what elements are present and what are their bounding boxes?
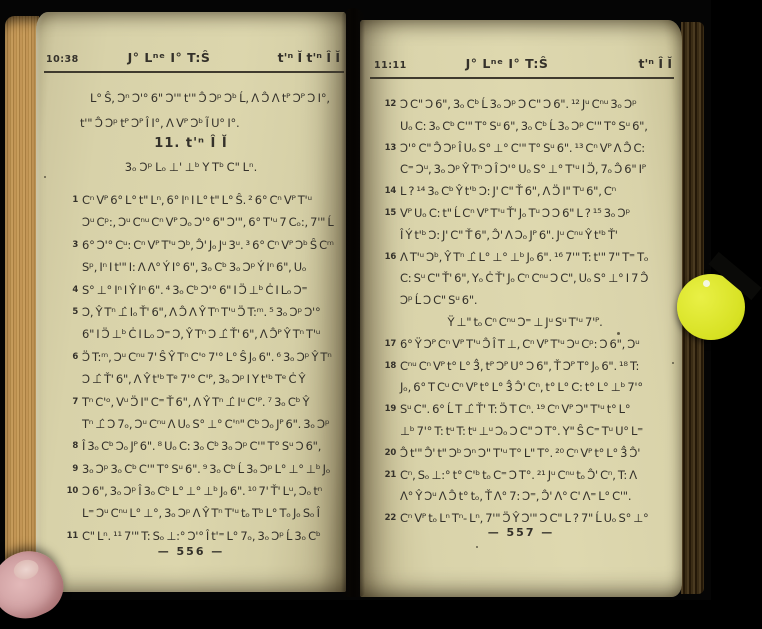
verse-number: 9	[72, 463, 78, 474]
verse-text: Ɔ̈ T:ᵐ, Ɔᵘ Cⁿᵘ 7' Ŝ Ŷ Tⁿ C'ᵒ 7'° L° Ŝ Jₒ 6". ⁶ 3ₒ Ɔᵖ Ŷ Tⁿ	[82, 349, 332, 364]
verse-line	[72, 189, 341, 211]
verse-line	[384, 181, 676, 203]
verse-number: 12	[384, 99, 396, 109]
verse-text: Tⁿ ⊥̂ Ɔ 7ₒ, Ɔᵘ Cⁿᵘ Λ Uₒ S° ⊥° C'ⁿ" Cᵇ Ɔₒ Jᴾ 6". 3ₒ Ɔᵖ	[82, 416, 330, 431]
verse-line	[82, 368, 341, 390]
verse-text: Λ T'ᵘ Ɔᵇ, Ŷ Tⁿ ⊥̂ L° ⊥° ⊥ᵇ Jₒ 6". ¹⁶ 7'" T: t'" 7" T⁼ Tₒ	[400, 249, 649, 264]
verse-text: Ɔ'° C" Ɔ̂ Ɔᵖ Î Uₒ S° ⊥° C'" T° Sᵘ 6". ¹³ Cⁿ Vᴾ Λ Ɔ̂ C:	[400, 140, 645, 155]
verse-line	[400, 486, 676, 508]
verse-number: 8	[72, 441, 78, 452]
header-rule-right	[370, 77, 674, 79]
verse-text: Ɔ C" Ɔ 6", 3ₒ Cᵇ Ĺ 3ₒ Ɔᵖ Ɔ C" Ɔ 6". ¹² Jᵘ Cⁿᵘ 3ₒ Ɔᵖ	[400, 97, 637, 111]
verse-line	[384, 138, 676, 160]
section-heading: 3ₒ Ɔᵖ Lₒ ⊥' ⊥ᵇ Y Tᵇ C" Lⁿ.	[124, 160, 258, 174]
verse-line	[400, 421, 676, 443]
running-title-right-right: t'ⁿ Î Ĭ	[638, 56, 672, 71]
chapter-heading: 11. t'ⁿ Î Ĭ	[154, 136, 228, 151]
verse-line	[72, 458, 341, 480]
verse-text: Ɔ 6", 3ₒ Ɔᵖ Î 3ₒ Cᵇ L° ⊥° ⊥ᵇ Jₒ 6". ¹⁰ 7' Ť' Lᵘ, Ɔₒ tⁿ	[82, 484, 322, 499]
chapter-10-closing-paragraph	[80, 86, 338, 136]
verse-line	[82, 211, 341, 233]
page-number-left: — 556 —	[157, 545, 225, 558]
verse-text: 6° Ɔ'° Cᵘ: Cⁿ Vᴾ T'ᵘ Ɔᵇ, Ɔ̂' Jₒ Jᵘ 3ᵘ. ³ 6° Cⁿ Vᴾ Ɔᵇ Ŝ Cᵐ	[82, 237, 334, 252]
verse-line	[400, 159, 676, 181]
running-title-left: J° Lⁿᵉ I° T:Ŝ	[127, 50, 211, 65]
verse-text: Cⁿᵘ Cⁿ Vᴾ t° L° 3̂, tᴾ Ɔᴾ U° Ɔ 6", Ť Ɔᴾ T° Jₒ 6". ¹⁸ T:	[400, 358, 640, 373]
verse-text-right	[384, 94, 676, 526]
bookmark-tab-sticker	[677, 274, 745, 340]
paper-speck	[476, 546, 478, 548]
verse-line	[384, 334, 676, 356]
left-page	[36, 12, 346, 592]
verse-text: Sᵘ C". 6° Ĺ T ⊥̂ Ť' T: Ɔ̈ T Cⁿ. ¹⁹ Cⁿ Vᴾ Ɔ" T'ᵘ t° L°	[400, 402, 631, 417]
verse-text: Ɔ ⊥̂ Ť' 6", Λ Ŷ t'ᵇ Tᵉ 7'° C'ᴾ, 3ₒ Ɔᵖ I Y t'ᵇ Tᵉ Ċ Ŷ	[82, 372, 306, 387]
verse-text: C⁼ Ɔᵘ, 3ₒ Ɔᵖ Ŷ Tⁿ Ɔ Î Ɔ'° Uₒ S° ⊥° T'ᵘ I Ɔ̈, 7ₒ Ɔ̂ 6" Iᴾ	[400, 162, 646, 177]
verse-line	[400, 290, 676, 312]
verse-text-left	[66, 189, 341, 549]
running-title-left-right: t'ⁿ Ĭ t'ⁿ Î Ĭ	[277, 50, 340, 65]
intro-line: L° Ŝ, Ɔⁿ Ɔ'° 6" Ɔ'" t'" Ɔ̂ Ɔᵖ Ɔᵇ Ĺ, Λ Ɔ̂ Λ tᴾ Ɔᴾ Ɔ I°,	[90, 91, 330, 105]
verse-number: 15	[384, 207, 396, 218]
verse-line	[72, 346, 341, 368]
sticker-mark	[708, 252, 761, 300]
verse-number: 5	[72, 306, 78, 317]
verse-text: C" Lⁿ. ¹¹ 7'" T: Sₒ ⊥:° Ɔ'° Î t'⁼ L° 7ₒ, 3ₒ Ɔᵖ Ĺ 3ₒ Cᵇ	[82, 528, 321, 543]
verse-text: Vᴾ Uₒ C: t" Ĺ Cⁿ Vᴾ T'ᵘ Ť' Jₒ Tᵘ Ɔ Ɔ 6" L ? ¹⁵ 3ₒ Ɔᵖ	[400, 205, 631, 220]
paper-speck	[44, 176, 46, 178]
verse-text: Î 3ₒ Cᵇ Ɔₒ Jᴾ 6". ⁸ Uₒ C: 3ₒ Cᵇ 3ₒ Ɔᵖ C'" T° Sᵘ Ɔ 6",	[82, 439, 322, 454]
verse-number: 4	[72, 284, 78, 295]
verse-number: 18	[384, 360, 396, 371]
verse-text: Uₒ C: 3ₒ Cᵇ C'" T° Sᵘ 6", 3ₒ Cᵇ Ĺ 3ₒ Ɔᵖ C'" T° Sᵘ 6",	[400, 118, 648, 133]
left-page-stack-edge	[5, 16, 39, 594]
verse-line	[400, 268, 676, 290]
right-page	[360, 20, 682, 597]
verse-line	[82, 256, 341, 278]
verse-number: 10	[66, 486, 78, 497]
verse-line	[384, 94, 676, 116]
verse-text: C: Sᵘ C" Ť' 6", Yₒ Ċ Ť' Jₒ Cⁿ Cⁿᵘ Ɔ C", Uₒ S° ⊥° I 7 Ɔ̂	[400, 271, 649, 286]
verse-line	[66, 525, 341, 547]
verse-text: 3ₒ Ɔᵖ 3ₒ Cᵇ C'" T° Sᵘ 6". ⁹ 3ₒ Cᵇ Ĺ 3ₒ Ɔᵖ L° ⊥° ⊥ᵇ Jₒ	[82, 461, 331, 476]
verse-line	[72, 435, 341, 457]
verse-text: Ɔᵖ Ĺ Ɔ C" Sᵘ 6".	[400, 293, 478, 308]
verse-line	[384, 399, 676, 421]
verse-text: Sᵖ, Iⁿ I t'" I: Λ Λ° Ý I° 6", 3ₒ Cᵇ 3ₒ Ɔᵖ Ý Iⁿ 6", Uₒ	[82, 260, 307, 275]
verse-number: 7	[72, 396, 78, 407]
verse-text: Cⁿ Vᴾ tₒ Lⁿ Tⁿ- Lⁿ, 7'" Ɔ̈ Ŷ Ɔ'" Ɔ C" L ? 7" Ĺ Uₒ S° ⊥°	[400, 511, 649, 526]
verse-line	[400, 312, 676, 334]
book-gutter-shadow	[341, 8, 365, 597]
verse-text: Tⁿ C'ᵒ, Vᵘ Ɔ̈ I" C⁼ Ť 6", Λ Ŷ Tⁿ ⊥̂ Iᵘ C'ᴾ. ⁷ 3ₒ Cᵇ Ŷ	[82, 394, 310, 409]
paper-speck	[672, 362, 674, 364]
verse-text: L ? ¹⁴ 3ₒ Cᵇ Ŷ t'ᵇ Ɔ: J' C" Ť 6", Λ Ɔ̈ I" Tᵘ 6", Cⁿ	[400, 184, 616, 199]
verse-line	[384, 356, 676, 378]
verse-reference-right: 11:11	[374, 60, 407, 71]
running-header-right	[374, 56, 672, 71]
verse-text: ⊥ᵇ 7'° T: tᵘ T: tᵘ ⊥ᵘ Ɔₒ Ɔ C" Ɔ T°. Y" Ŝ C⁼ Tᵘ U° L⁼	[400, 423, 643, 438]
verse-number: 16	[384, 251, 396, 262]
verse-reference-left: 10:38	[46, 54, 79, 65]
verse-text: Ɔᵘ Cᵖ:, Ɔᵘ Cⁿᵘ Cⁿ Vᴾ Ɔₒ Ɔ'° 6" Ɔ'", 6° T'ᵘ 7 Cₒ:, 7'" Ĺ	[82, 215, 334, 230]
verse-text: Ɔ, Ŷ Tⁿ ⊥̂ Iₒ Ť' 6", Λ Ɔ̂ Λ Ŷ Tⁿ T'ᵘ Ɔ̈ T:ᵐ. ⁵ 3ₒ Ɔᵖ Ɔ'°	[82, 304, 321, 319]
verse-text: 6° Ÿ Ɔᴾ Cⁿ Vᴾ T'ᵘ Ɔ̂ Î T ⊥, Cⁿ Vᴾ T'ᵘ Ɔᵘ Cᵖ: Ɔ 6", Ɔᵘ	[400, 336, 640, 351]
verse-line	[384, 203, 676, 225]
verse-number: 11	[66, 530, 78, 541]
sticker-highlight	[703, 280, 710, 287]
verse-text: Λ° Ŷ Ɔᵘ Λ Ɔ̂ t° tₒ, Ť Λ° 7: Ɔ⁼, Ɔ̂' Λ° C' Λ⁼ L° C'".	[400, 489, 632, 504]
intro-line: t'" Ɔ̂ Ɔᵖ tᴾ Ɔᴾ Î I°, Λ Vᴾ Ɔᵇ Ĩ U° I°.	[80, 116, 240, 130]
verse-number: 17	[384, 338, 396, 349]
verse-text: L⁼ Ɔᵘ Cⁿᵘ L° ⊥°, 3ₒ Ɔᵖ Λ Ŷ Tⁿ T'ᵘ tₒ Tᵇ L° Tₒ Jₒ Sₒ Î	[82, 506, 320, 521]
verse-text: Jₒ, 6° T Cᵘ Cⁿ Vᴾ t° L° 3̂ Ɔ̂' Cⁿ, t° L° C: t° L° ⊥ᵇ 7'°	[400, 380, 643, 395]
verse-line	[82, 323, 341, 345]
verse-line	[82, 413, 341, 435]
thumbnail	[12, 557, 41, 581]
page-number-right: — 557 —	[487, 526, 555, 539]
header-rule-left	[44, 71, 344, 73]
verse-number: 1	[72, 195, 78, 205]
verse-number: 20	[384, 447, 396, 458]
running-header-left	[46, 50, 340, 65]
verse-number: 22	[384, 513, 396, 524]
verse-line	[82, 502, 341, 524]
verse-number: 13	[384, 142, 396, 153]
verse-text: Cⁿ, Sₒ ⊥:° t° C'ᵇ tₒ C⁼ Ɔ T°. ²¹ Jᵘ Cⁿᵘ tₒ Ɔ̂' Cⁿ, T: Λ	[400, 467, 637, 482]
verse-line	[72, 234, 341, 256]
verse-line	[400, 377, 676, 399]
verse-number: 6	[72, 351, 78, 362]
verse-text: 6" I Ɔ̈ ⊥ᵇ Ċ I Lₒ Ɔ⁼ Ɔ, Ŷ Tⁿ Ɔ ⊥̂ Ť' 6", Λ Ɔ̂ᴾ Ŷ Tⁿ T'ᵘ	[82, 327, 321, 342]
verse-number: 21	[384, 469, 396, 480]
verse-text: Ÿ ⊥" tₒ Cⁿ Cⁿᵘ Ɔ⁼ ⊥ Jᵘ Sᵘ T'ᵘ 7'ᴾ.	[447, 314, 603, 329]
verse-line	[400, 116, 676, 138]
verse-line	[66, 480, 341, 502]
verse-line	[384, 465, 676, 487]
verse-line	[384, 247, 676, 269]
verse-line	[72, 279, 341, 301]
paper-speck	[617, 332, 620, 335]
verse-line	[384, 443, 676, 465]
verse-number: 3	[72, 239, 78, 250]
running-title-right: J° Lⁿᵉ I° T:Ŝ	[465, 56, 549, 71]
verse-number: 19	[384, 404, 396, 415]
verse-number: 14	[384, 186, 396, 197]
verse-text: Î Ý t'ᵇ Ɔ: J' C" Ť 6", Ɔ̂' Λ Ɔₒ Jᴾ 6". Jᵘ Cⁿᵘ Ŷ t'ᵇ Ť'	[400, 227, 618, 242]
verse-text: Ɔ̂ t'" Ɔ̂' t" Ɔᵇ Ɔⁿ Ɔ" T'ᵘ T° L" T°. ²⁰ Cⁿ Vᴾ t° L° 3̂ Ɔ̂'	[400, 445, 641, 460]
verse-text: Cⁿ Vᴾ 6° L° t" Lⁿ, 6° Iⁿ I L° t" L° Ŝ. ² 6° Cⁿ Vᴾ T'ᵘ	[82, 193, 312, 207]
verse-line	[72, 301, 341, 323]
verse-text: S° ⊥° Iⁿ I Ŷ Iⁿ 6". ⁴ 3ₒ Cᵇ Ɔ'° 6" I Ɔ̈ ⊥ᵇ Ċ I Lₒ Ɔ⁼	[82, 282, 308, 297]
verse-line	[400, 225, 676, 247]
verse-line	[72, 391, 341, 413]
